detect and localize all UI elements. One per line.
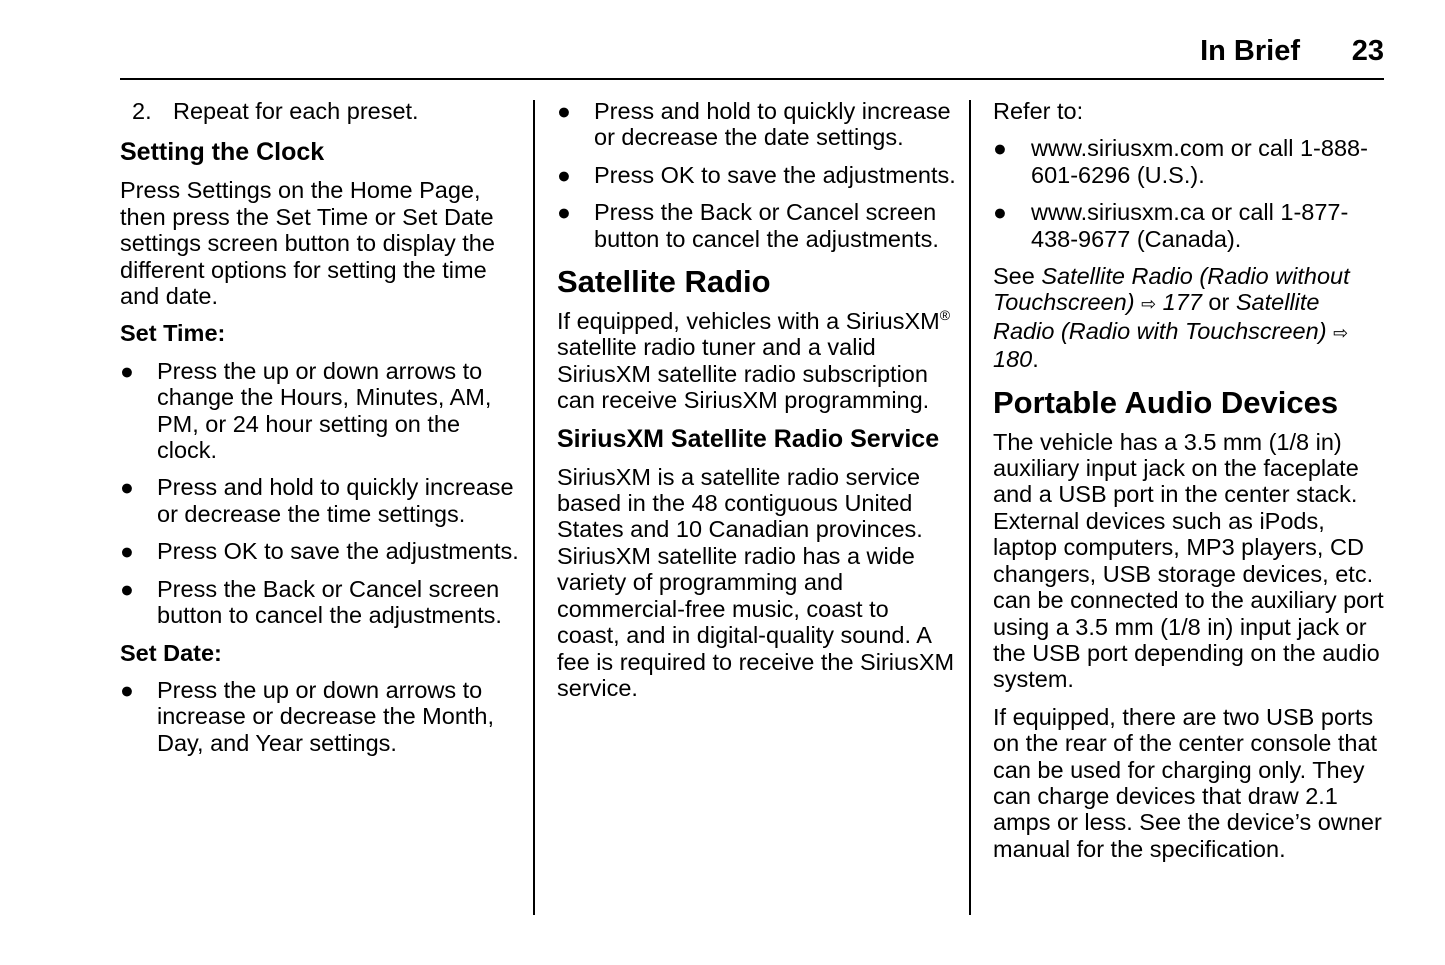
portable-audio-text-1: The vehicle has a 3.5 mm (1/8 in) auxiliary input jack on the faceplate and a USB port in the center stack. External devices such as iPods, laptop computers, MP3 players, CD changers, USB storage devices, etc. can be connected to the auxiliary port using a 3.5 mm (1/8 in) input jack or the USB port depending on the audio system. bbox=[993, 428, 1384, 693]
list-item: ● Press and hold to quickly increase or decrease the date settings. bbox=[557, 98, 951, 151]
see-reference: See Satellite Radio (Radio without Touchscreen) ⇨ 177 or Satellite Radio (Radio with Touchscreen) ⇨ 180. bbox=[993, 263, 1350, 373]
refer-to-label: Refer to: bbox=[993, 98, 1084, 124]
bullet-icon: ● bbox=[120, 357, 134, 384]
satellite-radio-intro: If equipped, vehicles with a SiriusXM® satellite radio tuner and a valid SiriusXM satellite radio subscription can receive SiriusXM programming. bbox=[557, 307, 951, 414]
header-rule bbox=[120, 78, 1384, 80]
set-date-label: Set Date: bbox=[120, 639, 222, 666]
bullet-icon: ● bbox=[993, 199, 1007, 226]
column-divider-2 bbox=[969, 100, 971, 915]
list-item: ● Press the up or down arrows to change the Hours, Minutes, AM, PM, or 24 hour setting on the clock. bbox=[120, 357, 492, 464]
bullet-icon: ● bbox=[120, 538, 134, 565]
bullet-icon: ● bbox=[993, 135, 1007, 162]
portable-audio-text-2: If equipped, there are two USB ports on the rear of the center console that can be used for charging only. They can charge devices that draw 2.1 amps or less. See the device’s owner manual for the specification. bbox=[993, 703, 1382, 862]
set-date-list bbox=[120, 677, 520, 756]
cross-reference-link[interactable]: Satellite Radio (Radio without Touchscreen) ⇨ 177 bbox=[993, 263, 1350, 316]
list-item: ● Press the up or down arrows to increase or decrease the Month, Day, and Year settings. bbox=[120, 676, 495, 756]
satellite-radio-heading: Satellite Radio bbox=[557, 264, 771, 300]
page-number: 23 bbox=[1351, 35, 1384, 67]
bullet-icon: ● bbox=[120, 474, 134, 501]
section-title: In Brief bbox=[1200, 35, 1300, 67]
set-time-list bbox=[120, 358, 520, 629]
list-item: ● Press OK to save the adjustments. bbox=[120, 538, 519, 565]
list-item: ● www.siriusxm.com or call 1-888-601-6296 (U.S.). bbox=[993, 135, 1368, 188]
list-item: ● Press OK to save the adjustments. bbox=[557, 161, 956, 188]
clock-heading: Setting the Clock bbox=[120, 138, 325, 167]
cross-reference-arrow-icon: ⇨ bbox=[1333, 322, 1349, 343]
bullet-icon: ● bbox=[557, 199, 571, 226]
bullet-icon: ● bbox=[557, 98, 571, 124]
refer-list bbox=[993, 135, 1385, 252]
cross-reference-link[interactable]: Satellite Radio (Radio with Touchscreen) ⇨ 180 bbox=[993, 289, 1349, 373]
column-divider-1 bbox=[533, 100, 535, 915]
registered-mark: ® bbox=[939, 307, 951, 324]
set-time-label: Set Time: bbox=[120, 320, 226, 347]
bullet-icon: ● bbox=[557, 161, 571, 188]
list-item: ● Press the Back or Cancel screen button to cancel the adjustments. bbox=[120, 575, 502, 629]
siriusxm-service-text: SiriusXM is a satellite radio service based in the 48 contiguous United States and 10 Canadian provinces. SiriusXM satellite radio has a wide variety of programming and commercial-free music, coast to coast, and in digital-quality sound. A fee is required to receive the SiriusXM service. bbox=[557, 463, 955, 701]
bullet-icon: ● bbox=[120, 676, 134, 703]
list-item: ● Press the Back or Cancel screen button to cancel the adjustments. bbox=[557, 199, 939, 252]
page-header bbox=[120, 34, 1384, 68]
cross-reference-arrow-icon: ⇨ bbox=[1141, 294, 1157, 315]
siriusxm-service-heading: SiriusXM Satellite Radio Service bbox=[557, 424, 940, 453]
portable-audio-heading: Portable Audio Devices bbox=[993, 384, 1339, 420]
column-2 bbox=[557, 98, 957, 712]
step-number: 2. bbox=[132, 98, 152, 124]
clock-intro: Press Settings on the Home Page, then press the Set Time or Set Date settings screen button to display the different options for setting the time and date. bbox=[120, 177, 495, 310]
list-item: ● Press and hold to quickly increase or decrease the time settings. bbox=[120, 474, 514, 527]
column-3 bbox=[993, 98, 1385, 873]
column-1 bbox=[120, 98, 520, 767]
list-item: ● www.siriusxm.ca or call 1-877-438-9677 (Canada). bbox=[993, 199, 1349, 252]
set-date-list-continued bbox=[557, 98, 957, 252]
bullet-icon: ● bbox=[120, 575, 134, 602]
step-text: Repeat for each preset. bbox=[173, 98, 419, 124]
numbered-step bbox=[120, 98, 520, 124]
